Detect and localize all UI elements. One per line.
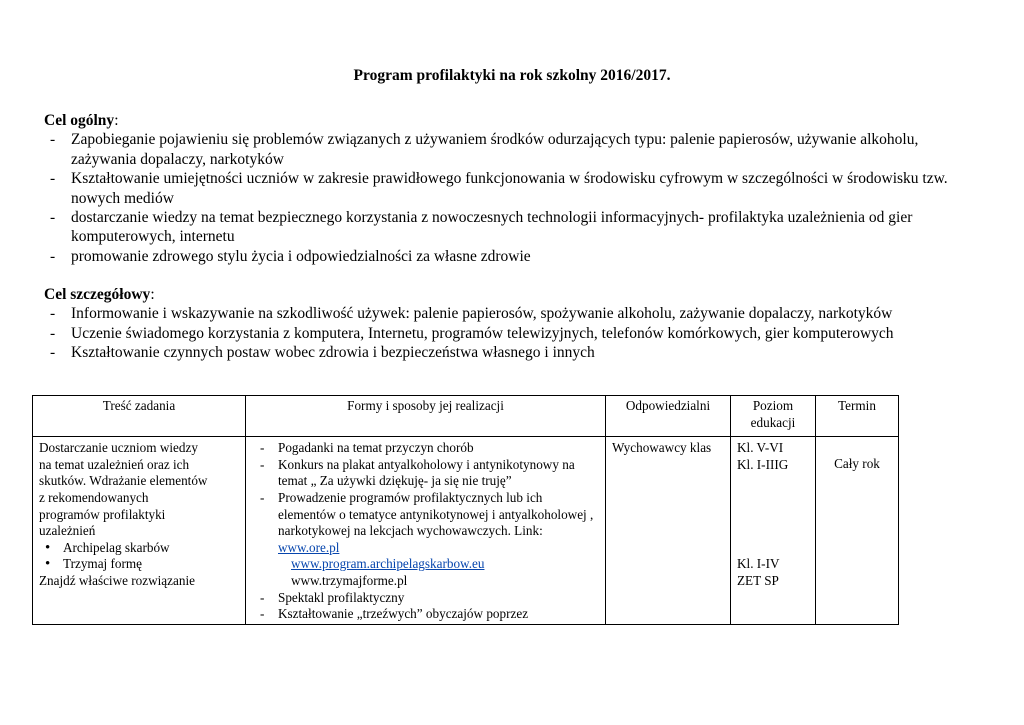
program-table <box>32 395 899 625</box>
level-value: ZET SP <box>737 572 779 588</box>
specific-goal-item: - Uczenie świadomego korzystania z komputera, Internetu, programów telewizyjnych, telefonów komórkowych, gier komputerowych <box>44 324 984 343</box>
cell-level <box>731 437 816 625</box>
task-line: na temat uzależnień oraz ich <box>39 456 190 472</box>
specific-goal-colon: : <box>150 286 155 303</box>
task-line: z rekomendowanych <box>39 489 149 505</box>
link-ore[interactable]: www.ore.pl <box>278 539 340 555</box>
forms-list <box>252 440 599 623</box>
general-goal-heading <box>44 111 984 130</box>
level-value: Kl. I-IV <box>737 556 780 572</box>
forms-item: - Konkurs na plakat antyalkoholowy i antynikotynowy na temat „ Za używki dziękuję- ja się nie truję” <box>252 457 599 490</box>
forms-item: - Pogadanki na temat przyczyn chorób <box>252 440 599 457</box>
specific-goal-item: - Kształtowanie czynnych postaw wobec zdrowia i bezpieczeństwa własnego i innych <box>44 343 984 362</box>
header-task: Treść zadania <box>33 396 246 437</box>
general-goal-section <box>44 111 984 266</box>
specific-goal-label: Cel szczegółowy <box>44 286 151 303</box>
task-line: programów profilaktyki <box>39 506 166 522</box>
level-value: Kl. V-VI <box>737 440 784 456</box>
link-trzymajforme: www.trzymajforme.pl <box>291 572 408 588</box>
task-program-item: • Trzymaj formę <box>39 556 239 573</box>
forms-item: - Kształtowanie „trzeźwych” obyczajów poprzez <box>252 606 599 623</box>
forms-item-text: Prowadzenie programów profilaktycznych lub ich elementów o tematyce antynikotynowej i antyalkoholowej , narkotykowej na lekcjach wychowawczych. Link: <box>278 489 594 539</box>
cell-responsible: Wychowawcy klas <box>606 437 731 625</box>
level-spacer <box>737 473 809 556</box>
task-line: uzależnień <box>39 523 96 539</box>
general-goal-item: - Zapobieganie pojawieniu się problemów związanych z używaniem środków odurzających typu: palenie papierosów, używanie alkoholu, zażywania dopalaczy, narkotyków <box>44 130 984 169</box>
table-row <box>33 437 899 625</box>
general-goal-item: - dostarczanie wiedzy na temat bezpiecznego korzystania z nowoczesnych technologii informacyjnych- profilaktyka uzależnienia od gier komputerowych, internetu <box>44 208 984 247</box>
specific-goal-heading <box>44 285 984 304</box>
header-responsible: Odpowiedzialni <box>606 396 731 437</box>
term-value: Cały rok <box>834 456 880 472</box>
task-line: skutków. Wdrażanie elementów <box>39 473 208 489</box>
header-forms: Formy i sposoby jej realizacji <box>246 396 606 437</box>
task-program-item: • Archipelag skarbów <box>39 540 239 557</box>
task-line: Dostarczanie uczniom wiedzy <box>39 440 198 456</box>
header-term: Termin <box>816 396 899 437</box>
cell-task <box>33 437 246 625</box>
page-title: Program profilaktyki na rok szkolny 2016/2017. <box>353 67 671 84</box>
specific-goal-item: - Informowanie i wskazywanie na szkodliwość używek: palenie papierosów, spożywanie alkoholu, zażywanie dopalaczy, narkotyków <box>44 304 984 323</box>
specific-goal-section <box>44 285 984 363</box>
header-level: Poziom edukacji <box>731 396 816 437</box>
specific-goal-list <box>44 304 984 362</box>
cell-forms <box>246 437 606 625</box>
task-footer: Znajdź właściwe rozwiązanie <box>39 572 195 588</box>
term-spacer <box>822 440 892 456</box>
general-goal-colon: : <box>114 112 119 129</box>
task-program-list <box>39 540 239 573</box>
link-archipelag[interactable]: www.program.archipelagskarbow.eu <box>291 556 485 572</box>
forms-item <box>252 490 599 590</box>
cell-term <box>816 437 899 625</box>
general-goal-item: - promowanie zdrowego stylu życia i odpowiedzialności za własne zdrowie <box>44 247 984 266</box>
general-goal-label: Cel ogólny <box>44 112 115 129</box>
general-goal-list <box>44 130 984 266</box>
level-value: Kl. I-IIIG <box>737 456 789 472</box>
forms-item: - Spektakl profilaktyczny <box>252 590 599 607</box>
table-header-row <box>33 396 899 437</box>
general-goal-item: - Kształtowanie umiejętności uczniów w zakresie prawidłowego funkcjonowania w środowisku cyfrowym w szczególności w środowisku tzw. nowych mediów <box>44 169 984 208</box>
